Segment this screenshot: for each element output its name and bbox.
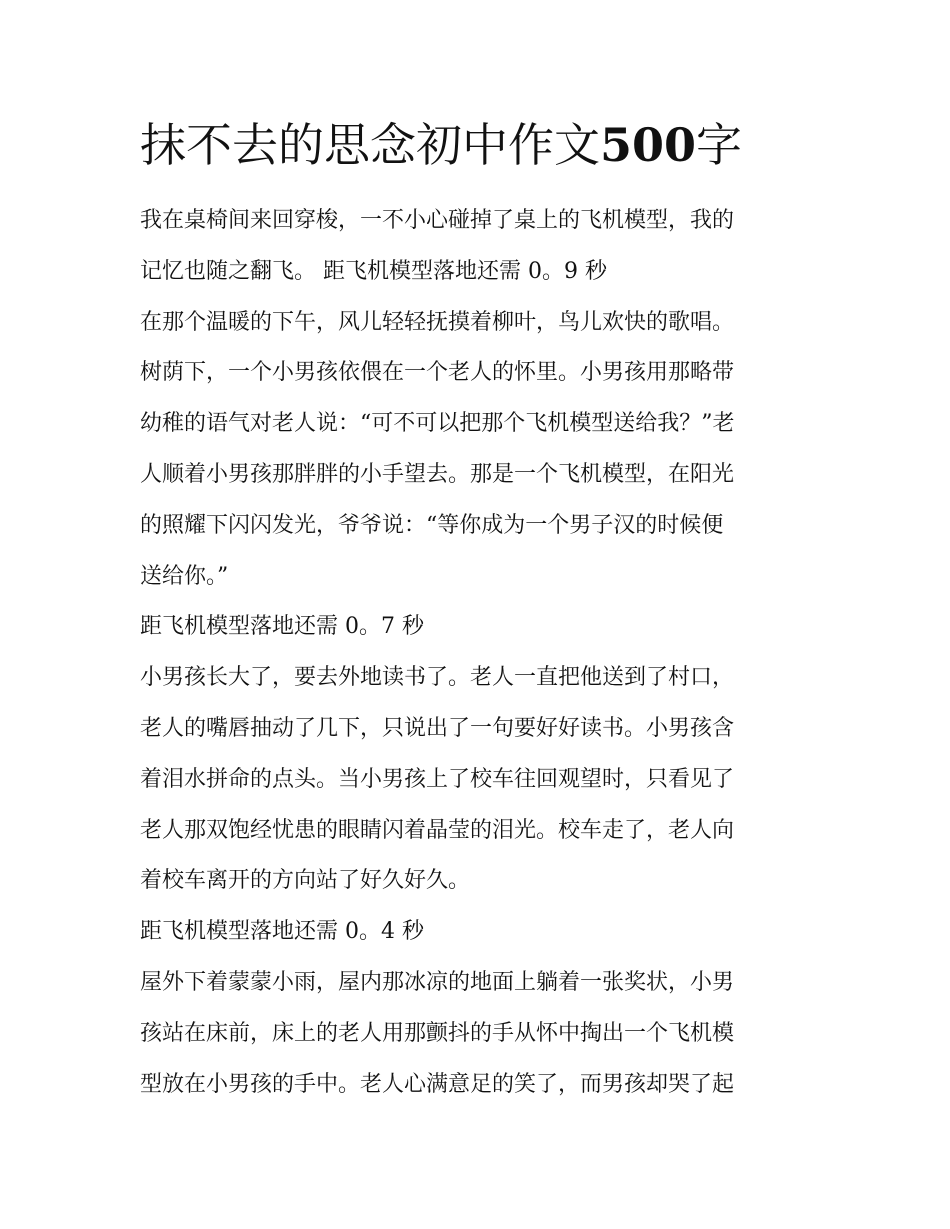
- text-line: 型放在小男孩的手中。老人心满意足的笑了，而男孩却哭了起: [140, 1071, 735, 1097]
- text-line: 送给你。”: [140, 563, 229, 589]
- article-body: [140, 196, 820, 1110]
- text-line: 记忆也随之翻飞。 距飞机模型落地还需 0。9 秒: [140, 258, 607, 284]
- text-line: 老人那双饱经忧患的眼睛闪着晶莹的泪光。校车走了，老人向: [140, 817, 735, 843]
- text-line: 人顺着小男孩那胖胖的小手望去。那是一个飞机模型，在阳光: [140, 461, 735, 487]
- text-line: 的照耀下闪闪发光，爷爷说：“等你成为一个男子汉的时候便: [140, 512, 724, 538]
- text-line: 着校车离开的方向站了好久好久。: [140, 868, 471, 894]
- text-line: 幼稚的语气对老人说：“可不可以把那个飞机模型送给我？”老: [140, 411, 735, 437]
- text-line: 小男孩长大了，要去外地读书了。老人一直把他送到了村口，: [140, 665, 735, 691]
- text-line: 孩站在床前，床上的老人用那颤抖的手从怀中掏出一个飞机模: [140, 1020, 735, 1046]
- article-title: [140, 113, 840, 177]
- text-line: 着泪水拼命的点头。当小男孩上了校车往回观望时，只看见了: [140, 766, 735, 792]
- section-marker: 距飞机模型落地还需 0。4 秒: [140, 919, 424, 945]
- section-marker: 距飞机模型落地还需 0。7 秒: [140, 614, 424, 640]
- article-title-suffix: 字: [696, 118, 743, 172]
- text-line: 在那个温暖的下午，风儿轻轻抚摸着柳叶，鸟儿欢快的歌唱。: [140, 309, 735, 335]
- text-line: 屋外下着蒙蒙小雨，屋内那冰凉的地面上躺着一张奖状，小男: [140, 969, 735, 995]
- text-line: 我在桌椅间来回穿梭，一不小心碰掉了桌上的飞机模型，我的: [140, 208, 735, 233]
- text-line: 树荫下，一个小男孩依偎在一个老人的怀里。小男孩用那略带: [140, 360, 735, 386]
- article-title-prefix: 抹不去的思念初中作文: [140, 118, 600, 172]
- article-title-number: 500: [600, 118, 697, 172]
- text-line: 老人的嘴唇抽动了几下，只说出了一句要好好读书。小男孩含: [140, 715, 735, 741]
